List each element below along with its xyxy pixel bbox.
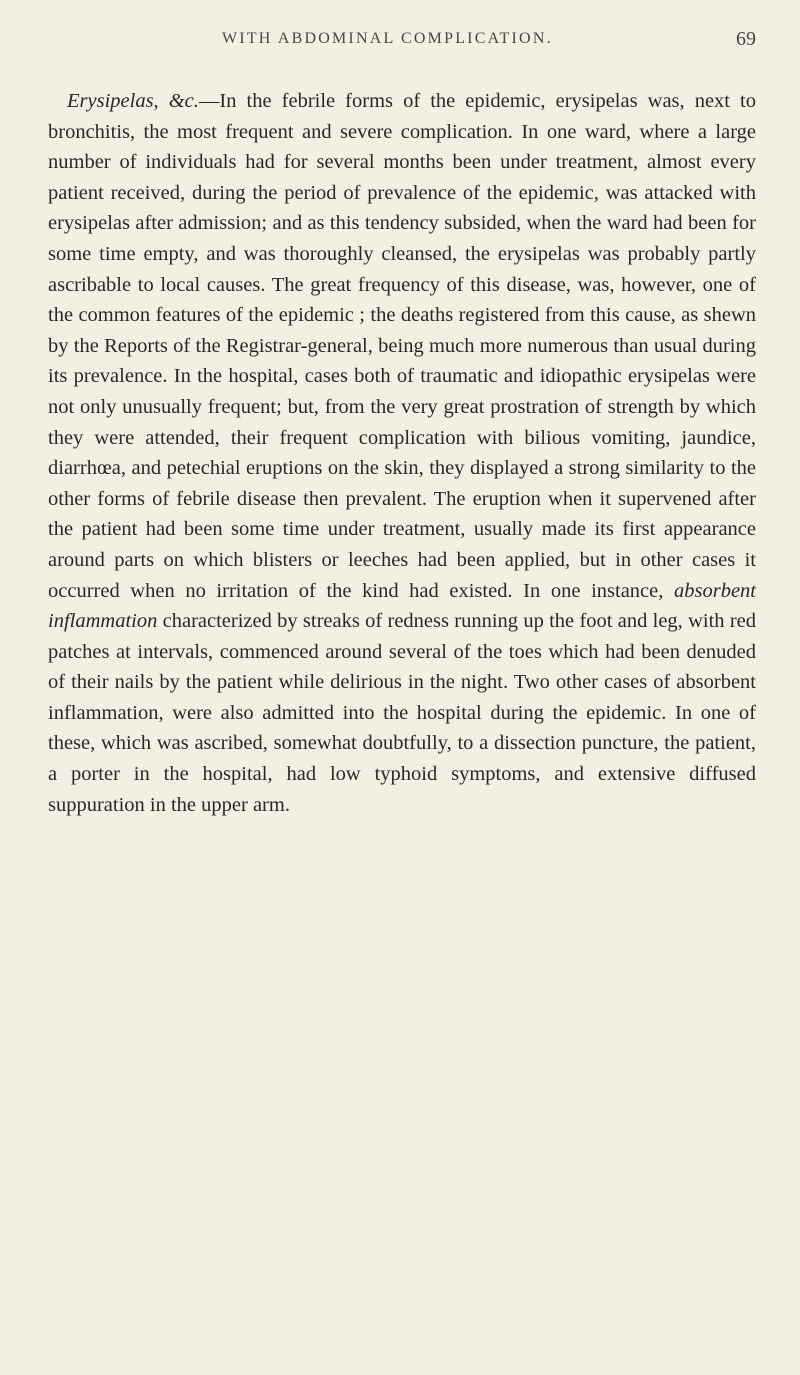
paragraph-text-part-2: characterized by streaks of redness running up the foot and leg, with red patches at intervals, commenced around several of the toes which had been denuded of their nails by the patient while delirious in the night. Two other cases of absorbent inflammation, were also admitted into the hospital during the epidemic. In one of these, which was ascribed, somewhat doubtfully, to a dissection puncture, the patient, a porter in the hospital, had low typhoid symptoms, and extensive diffused suppuration in the upper arm. <box>48 610 756 816</box>
page-number: 69 <box>736 28 756 50</box>
paragraph-lead-italic: Erysipelas, &c. <box>67 90 199 112</box>
italic-term: absorbent inflammation <box>48 579 756 633</box>
paragraph-text-part-1: —In the febrile forms of the epidemic, erysipelas was, next to bronchitis, the most frequent and severe complication. In one ward, where a large number of individuals had for several months been under treatment, almost every patient received, during the period of prevalence of the epidemic, was attacked with erysipelas after admission; and as this tendency subsided, when the ward had been for some time empty, and was thoroughly cleansed, the erysipelas was probably partly ascribable to local causes. The great frequency of this disease, was, however, one of the common features of the epidemic ; the deaths registered from this cause, as shewn by the Reports of the Registrar-general, being much more numerous than usual during its prevalence. In the hospital, cases both of traumatic and idiopathic erysipelas were not only unusually frequent; but, from the very great prostration of strength by which they were attended, their frequent complication with bilious vomiting, jaundice, diarrhœa, and petechial eruptions on the skin, they displayed a strong similarity to the other forms of febrile disease then prevalent. The eruption when it supervened after the patient had been some time under treatment, usually made its first appearance around parts on which blisters or leeches had been applied, but in other cases it occurred when no irritation of the kind had existed. In one instance, <box>48 90 756 602</box>
body-paragraph <box>48 86 756 820</box>
running-head: WITH ABDOMINAL COMPLICATION. <box>222 30 553 47</box>
